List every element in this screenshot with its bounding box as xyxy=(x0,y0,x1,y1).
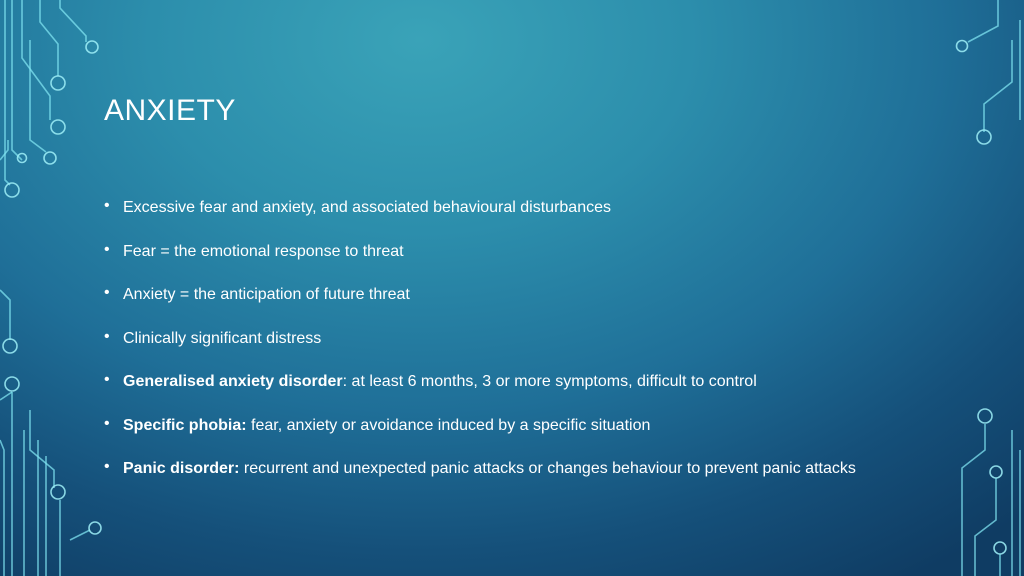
bullet-icon: • xyxy=(104,371,110,388)
bullet-text: recurrent and unexpected panic attacks or changes behaviour to prevent panic attacks xyxy=(239,460,856,477)
bullet-icon: • xyxy=(104,197,110,214)
bullet-bold-text: Generalised anxiety disorder xyxy=(123,373,343,390)
bullet-icon: • xyxy=(104,284,110,301)
bullet-text: Fear = the emotional response to threat xyxy=(123,242,404,260)
bullet-item xyxy=(104,368,904,396)
bullet-bold-text: Panic disorder: xyxy=(123,460,240,477)
bullet-text: Anxiety = the anticipation of future threat xyxy=(123,286,410,303)
bullet-text: : at least 6 months, 3 or more symptoms, difficult to control xyxy=(342,373,757,390)
bullet-item xyxy=(104,412,904,440)
bullet-list xyxy=(104,194,904,499)
bullet-icon: • xyxy=(104,327,110,345)
bullet-item xyxy=(104,281,904,309)
bullet-icon: • xyxy=(104,458,110,475)
slide-title: ANXIETY xyxy=(104,94,236,127)
bullet-item xyxy=(104,238,904,266)
bullet-icon: • xyxy=(104,414,110,432)
bullet-item xyxy=(104,325,904,353)
bullet-item xyxy=(104,455,904,483)
bullet-text: fear, anxiety or avoidance induced by a specific situation xyxy=(246,416,651,434)
bullet-text: Excessive fear and anxiety, and associated behavioural disturbances xyxy=(123,199,611,216)
bullet-text: Clinically significant distress xyxy=(123,329,322,347)
bullet-bold-text: Specific phobia: xyxy=(123,416,247,434)
bullet-icon: • xyxy=(104,240,110,258)
bullet-item xyxy=(104,194,904,222)
